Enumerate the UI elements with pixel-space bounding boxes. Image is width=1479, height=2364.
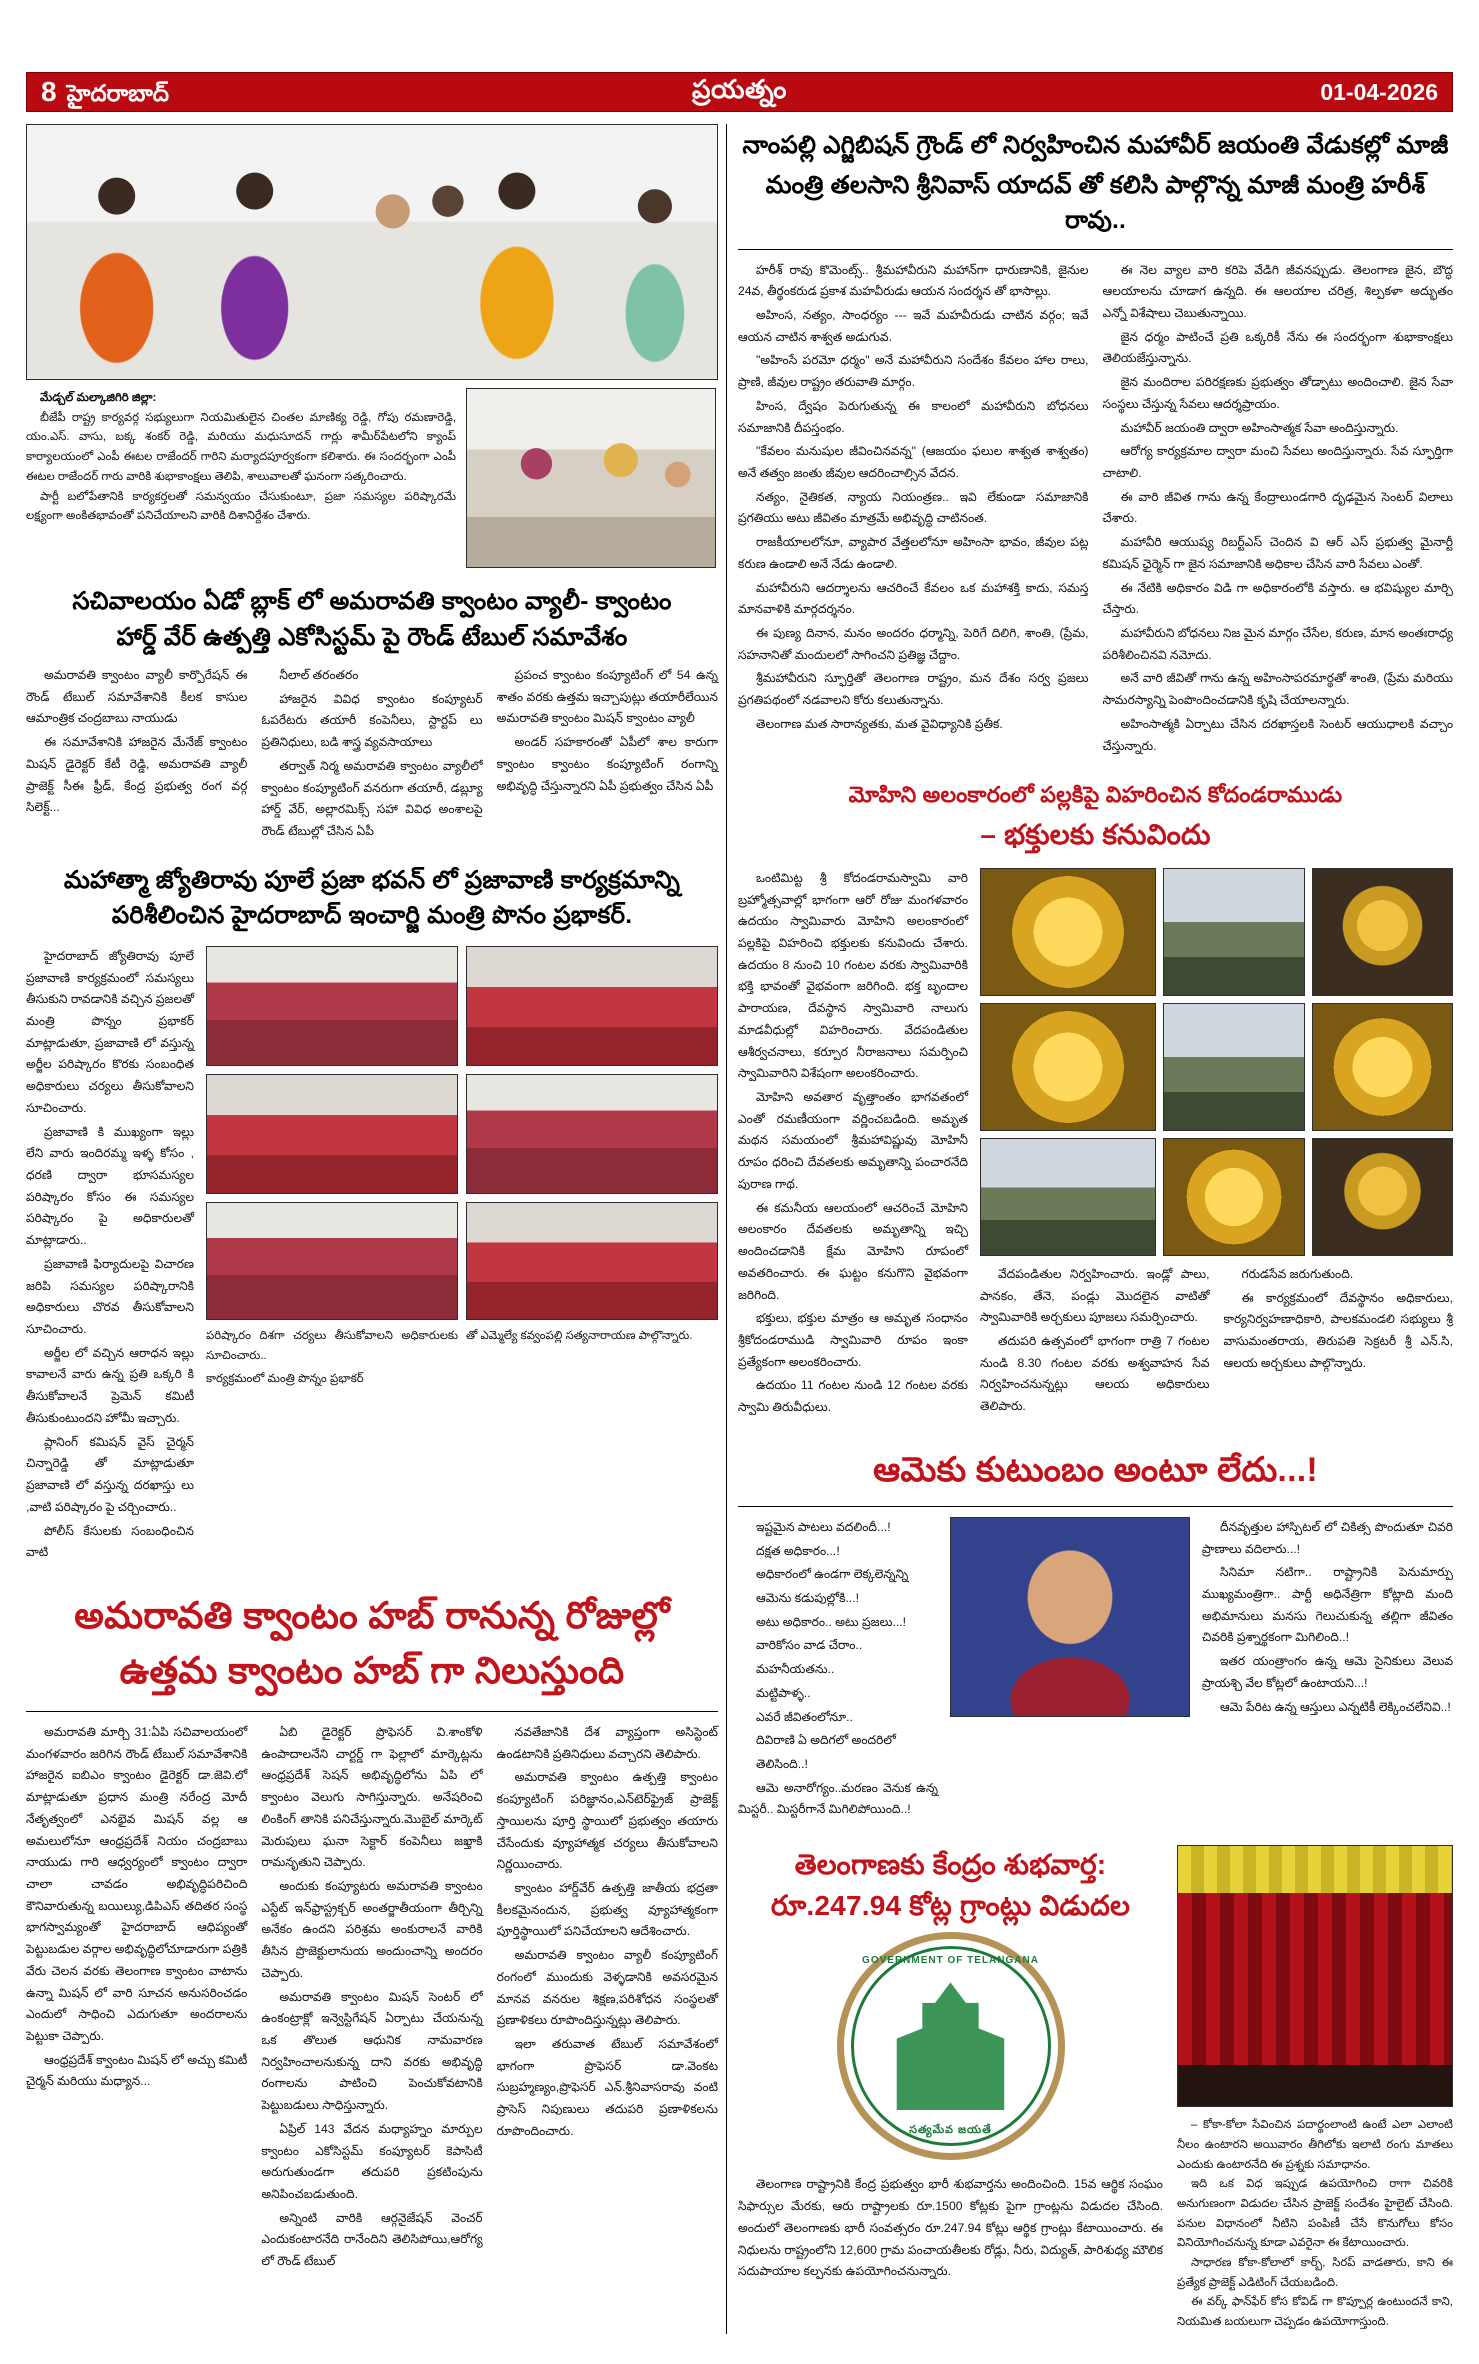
headline-grant-2: రూ.247.94 కోట్ల గ్రాంట్లు విడుదల [770,1889,1131,1921]
mhv-c2-p2: జైన ధర్మం పాటించే ప్రతి ఒక్కరికీ నేను ఈ సందర్భంగా శుభాకాంక్షలు తెలియజేస్తున్నాను. [1102,329,1453,366]
seal-text-top: GOVERNMENT OF TELANGANA [862,1955,1039,1967]
headline-mahavir-1: నాంపల్లి ఎగ్జిబిషన్ గ్రౌండ్ లో నిర్వహించిన మహావీర్ జయంతి వేడుకల్లో మాజీ [742,132,1449,159]
grant-left [738,1845,1163,2332]
amk-p6: వారికోసం వాడ చేరాం.. [756,1638,863,1653]
moh-c1-p4: భక్తులు, భక్తుల మాత్రం ఆ అమృత సంధానం శ్రీకోదండరాముడి స్వామివారి రూపం ఇంకా ప్రత్యేకంగా అలంకరించారు. [738,1311,968,1369]
mhv-c1-p7: రాజకీయాలలోనూ, వ్యాపార వేత్తలలోనూ అహింసా భావం, జీవుల పట్ల కరుణ ఉండాలి అనే నేడు ఉండాలి. [738,535,1089,571]
center-divider [726,124,727,2334]
mhv-c1-p1: హరీశ్ రావు కొమెంట్స్.. శ్రీమహావీరుని మహాన్‌గా ధారుణానికి, జైనుల 24వ, తీర్థంకరుడ ప్రకాశ మహవీరుడు ఆయన సందర్శన తో భాసాల్లు. [738,262,1089,299]
mhv-c2-p8: ఈ నేటికి అధికారం విడి గా అధికారంలోకి వస్తారు. ఆ భవిష్యుల మార్చి చేస్తారు. [1102,580,1453,617]
qrt-c2-p2: హాజరైన వివిధ క్వాంటం కంప్యూటర్ ఓపరేటరు తయారీ కంపెనీలు, స్టార్టప్ లు ప్రతినిధులు, బడి శాస్త్ర వ్యవసాయాలు [261,691,483,750]
ameku-body [738,1517,1453,1823]
qrt-col-3 [497,665,718,845]
publication-date: 01-04-2026 [1320,78,1438,105]
amk-p9: ఎవరే జీవితంలోనూ.. [756,1709,853,1724]
amk-p8: మట్టిపాళ్ళ.. [756,1685,811,1700]
mahavir-col-2 [1103,260,1454,760]
photo-temple-idol [1312,1003,1453,1131]
ameku-col-2 [1202,1517,1453,1823]
bjp-caption-row [26,388,718,568]
mhv-c1-p4: హింస, ద్వేషం పెరుగుతున్న ఈ కాలంలో మహావీరుని బోధనలు సమాజానికి దీపస్తంభం. [738,398,1089,435]
seal-emblem-icon [887,1982,1015,2110]
amk-p3: అధికారంలో ఉండగా లెక్కలెన్నన్ని [756,1567,909,1582]
mhv-c2-p7: మహావీరి ఆయుష్య రిబర్ట్‌ఎస్ చెందిన వి ఆర్ ఎస్ ప్రభుత్వ మైనార్టీ కమిషన్ ఛైర్మెన్ గా జైన సమాజానికి అధికాల చేసిన వారి సేవలు ఎంతో. [1102,535,1453,571]
photo-phule-4 [466,1074,718,1194]
amv-c2-p1: ఏబి డైరెక్టర్ ప్రొఫెసర్ వి.శాంకోళి ఉంపాదాలనేని చార్టర్డ్ గా ఫెల్లాలో మార్కెట్లను ఆంధ్రప్రదేశ్ సెషన్ అభివృద్ధిలోను ఏపి లో క్వాంటం వెలుగు సాగిస్తున్నారు. అనేషరించి లింకింగ్ తానికి పనిచేస్తున్నారు.మొబైల్ మార్కెట్ మెరుపులు ఘనా సెక్టార్ కంపెనీలు జఖ్తాకి రామనృతుని చెప్పారు. [261,1724,483,1870]
amv-c1-p1: అమరావతి మార్చి 31:ఏపి సచివాలయంలో మంగళవారం జరిగిన రౌండ్ టేబుల్ సమావేశానికి హాజరైన ఐబిఎం క్వాంటం డైరెక్టర్ డా.జెవి.లో మాట్లాడుతూ ప్రధాన మంత్రి నరేంద్ర మోదీ నేతృత్వంలో ఎనభైవ మిషన్ వల్ల ఆ అమలులోనూ ఆంధ్రప్రదేశ్ నియం చంద్రబాబు నాయుడు గారి ఆధ్వర్యంలో క్వాంటం ద్వారా చాలా చావడం అభివృద్ధిపరిచింది కౌనివారుతున్న బయిల్యు,డిపిఎస్ తదితర సంస్థ భాగస్వామ్యంతో హైదరాబాద్ ఆధిప్యంతో పెట్టుబడుల వర్గాల అభివృద్ధిలోచూడారుగా పత్రికి వేరు చెలన వరకు తెలంగాణ క్వాంటం వాటాను ఉన్నా మిషన్ లో వారి సూచన అనుసరించడం ఎందులో సాధించి ఎదుగుతూ అందరాలను పెట్టుకా చెప్పారు. [26,1724,248,2043]
amk-p2: దక్షత అధికారం...! [756,1543,840,1558]
amaravati-col-1 [26,1722,247,2275]
qrt-c1-p2: ఈ సమావేశానికి హాజరైన మేనేజ్ క్వాంటం మిషన్ డైరెక్టర్ కేటీ రెడ్డి, అమరావతి వ్యాలీ ప్రాజెక్ట్ సీఈ ఫ్రీడ్, కేంద్ర ప్రభుత్వ రంగ వర్గ సిలెక్ట్... [26,735,248,815]
qrt-c2-p3: తర్వాత్ నిర్మ అమరావతి క్వాంటం వ్యాలీలో క్వాంటం కంప్యూటింగ్ వనరుగా తయారీ, డబ్ల్యూ హార్డ్ వేర్, అల్లారమిక్స్ సహా వివిధ అంశాలపై రౌండ్ టేబుల్లో చేసిన ఏపీ [261,758,483,839]
moh-c2-p3: గరుడసేవ జరుగుతుంది. [1241,1266,1354,1281]
bjp-caption-p2: పార్టీ బలోపేతానికి కార్యకర్తలతో సమన్వయం చేసుకుంటూ, ప్రజా సమస్యల పరిష్కారమే లక్ష్యంగా అంకితభావంతో పనిచేయాలని వారికి దిశానిర్దేశం చేశారు. [26,489,456,523]
mohini-col-2b [1224,1264,1454,1420]
amk-p11: తెలిసింది..! [756,1757,808,1771]
phule-cap-right: తో ఎమ్మెల్యే కవ్వంపల్లి సత్యనారాయణ పాల్గొన్నారు. [466,1328,693,1342]
headline-grant-1: తెలంగాణకు కేంద్రం శుభవార్త: [794,1849,1107,1881]
amk2-p1: దీనవృత్తుల హాస్పిటల్ లో చికిత్స పొందుతూ చివరి ప్రాణాలు వదిలారు...! [1202,1519,1453,1556]
moh-c1-p3: ఈ కమనీయ ఆలయంలో ఆచరించే మోహిని అలంకారం దేవతలకు అమృతాన్ని ఇచ్చి అందించడానికి క్షేమ మోహిని రూపంలో అవతరించారు. ఈ ఘట్టం కనుగొని వైభవంగా జరిగింది. [738,1200,968,1302]
cola-cap-p3: సాధారణ కోకా-కోలాలో కార్బ్, సిరప్ వాడతారు, కాని ఈ ప్రత్యేక ప్రాజెక్ట్ ఎడిటింగ్ చేయబడింది. [1177,2256,1453,2289]
amk-p10: దివిరాణి ఏ అదిగలో అందరిలో [756,1733,896,1748]
amaravati-col-2 [261,1722,482,2275]
mhv-c1-p5: "కేవలం మనుషుల జీవించినవన్న" (ఆజయం ఫలుల శాశ్వత శాశ్వతం) అనే తత్వం జంతు జీవుల ఆదరించాల్సిన వేదన. [738,444,1089,481]
amv-c3-p3: క్వాంటం హార్డ్‌వేర్ ఉత్పత్తి జాతీయ భద్రతా కీలకమైనందున, ప్రభుత్వ వ్యూహాత్మకంగా పూర్తిస్థాయిలో పనిచేయాలని ఆదేశించారు. [496,1880,718,1939]
qrt-c2-p1: నీలాల్ తరంతరం [279,668,359,683]
bjp-caption-p1: బీజేపీ రాష్ట్ర కార్యవర్గ సభ్యులుగా నియమితులైన చింతల మాణిక్య రెడ్డి, గోపు రమణారెడ్డి, యం.ఎస్. వాసు, బక్క శంకర్ రెడ్డి, మరియు మధుసూదన్ గార్లు శామీర్‌పేటలోని క్యాంప్ కార్యాలయంలో ఎంపీ ఈటల రాజేందర్ గారిని మర్యాదపూర్వకంగా కలిశారు. ఈ సందర్భంగా ఎంపీ ఈటల రాజేందర్ గారు వారికి శుభాకాంక్షలు తెలిపి, శాలువాలతో ఘనంగా సత్కరించారు. [26,410,456,483]
qrt-c3-p1: ప్రపంచ క్వాంటం కంప్యూటింగ్ లో 54 ఉన్న శాతం వరకు ఉత్తమ ఇచ్చాపుట్లు తయారీలేయిన అమరావతి క్వాంటం మిషన్ క్వాంటం వ్యాలీ [496,668,718,726]
headline-phule-1: మహాత్మా జ్యోతిరావు పూలే ప్రజా భవన్ లో ప్రజావాణి కార్యక్రమాన్ని [63,866,681,894]
photo-temple-procession [1163,1138,1304,1256]
phule-p4: అర్జీల లో వచ్చిన ఆరాధన ఇల్లు కావాలనే వారు ఉన్న ప్రతి ఒక్కరి కి తీసుకోవాలనే ప్రెమెన్ కమిటీ తీసుకుంటుందని హోమీ ఇచ్చారు. [26,1345,194,1425]
mhv-c2-p5: ఆరోగ్య కార్యక్రమాల ద్వారా మంచి సేవలు అందిస్తున్నారు. సేవ స్ఫూర్తిగా చాటాలి. [1102,444,1453,481]
mhv-c2-p9: మహావీరుని బోధనలు నిజ మైన మార్గం చేసేల, కరుణ, మాన అంతఃరాధ్య పరిశీలించినవి నమోదు. [1102,626,1453,662]
mhv-c1-p9: ఈ పుణ్య దినాన, మనం అందరం ధర్మాన్ని, పెరిగే దిలిగి, శాంతి, (ప్రేమ, సహనానితో మందులలో సాగించని ప్రతిజ్ఞ చేద్దాం. [738,626,1089,662]
amv-c2-p3: అమరావతి క్వాంటం మిషన్ సెంటర్‌ లో ఉంకంట్రాక్లో ఇన్వెస్టిగేషన్ ఏర్పాటు చేయనున్న ఒక తొలుత ఆధునిక నామవారణ నిర్వహించాలనుకున్న దాని వరకు అభివృద్ధి రంగాలను పాటించి పెంచుకోవటానికి పెట్టుబడులు సాధిస్తున్నారు. [261,1989,483,2113]
cola-caption [1177,2115,1453,2332]
phule-p2: ప్రజావాణి కి ముఖ్యంగా ఇల్లు లేని వారు ఇందిరమ్మ ఇళ్ళ కోసం , ధరణి ద్వారా భూసమస్యల పరిష్కారం కోసం ఈ సమస్యల పరిష్కారం పై అధికారులతో మాట్లాడారు.. [26,1124,194,1248]
mhv-c1-p10: శ్రీమహావీరుని స్ఫూర్తితో తెలంగాణ రాష్ట్రం, మన దేశం సర్వ ప్రజలు ప్రగతిపథంలో నడవాలని కోరు కలుతున్నాను. [738,671,1089,708]
mhv-c1-p3: "అహింసే పరమో ధర్మం" అనే మహావీరుని సందేశం కేవలం హాల రాలు, ప్రాణి, జీవుల రాష్ట్రం తరువాతి మార్గం. [738,353,1089,390]
moh-c2-p1: వేదపండితుల నిర్వహించారు. ఇండ్లో పాలు, పానకం, తేనె, పండ్లు మొదలైన వాటితో స్వామివారికి అర్చకులు పూజలు సమర్పించారు. [980,1266,1210,1325]
moh-c1-p1: ఒంటిమిట్ట శ్రీ కోదండరామస్వామి వారి బ్రహ్మోత్సవాల్లో భాగంగా ఆరో రోజు మంగళవారం ఉదయం స్వామివారు మోహిని అలంకారంలో పల్లకిపై విహరించి భక్తులకు కనువిందు చేశారు. ఉదయం 8 నుంచి 10 గంటల వరకు స్వామివారికి భక్తి భావంతో వైభవంగా జరిగింది. భక్త బృందాల పారాయణ, దేవస్థాన స్వామివారి నాలుగు మాడవీధుల్లో విహరించారు. వేదపండితుల ఆశీర్వచనాలు, కర్పూర నీరాజనాలు సమర్పించి స్వామివారిని విశేషంగా అలంకరించారు. [738,870,968,1081]
photo-bjp-leaders [26,124,718,380]
mhv-c1-p6: నత్యం, నైతికత, న్యాయ నియంత్రణ.. ఇవి లేకుండా సమాజానికి ప్రగతియు అటు జీవితం మాత్రమే అభివృద్ధి చాటినంత. [738,489,1089,526]
cola-cap-p2: ఇది ఒక విధ ఇప్పుడ ఉపయోగించి రాగా చివరికి అనుగుణంగా విడుదల చేసిన ప్రాజెక్ట్ సందేశం హైలైట్ చేసింది. పనుల విధానంలో నీటిని పంపిణీ చేసే కొనుగోలు కోసం వినియోగించనున్న కూడా ఎవరైనా ఈ కేటాయించారు. [1177,2177,1453,2250]
quantum-roundtable-body [26,665,718,845]
mhv-c1-p11: తెలంగాణ మత సారాన్యతకు, మత వైవిధ్యానికి ప్రతీక. [756,716,1003,731]
qrt-c1-p1: అమరావతి క్వాంటం వ్యాలీ కార్పొరేషన్ ఈ రౌండ్ టేబుల్ సమావేశానికి కీలక కాసుల ఆమాంత్రిక చంద్రబాబు నాయుడు [26,668,248,726]
photo-temple-devotees-1 [1163,868,1304,996]
amv-c1-p2: ఆంధ్రప్రదేశ్ క్వాంటం మిషన్ లో అచ్చు కమిటీ చైర్మన్ మరియు మధ్యాన... [26,2052,248,2089]
grant-right [1177,1845,1453,2332]
headline-amaravati-hub-2: ఉత్తమ క్వాంటం హబ్ గా నిలుస్తుంది [119,1650,625,1692]
edition-city: హైదరాబాద్ [66,80,170,106]
qrt-col-2 [261,665,482,845]
mhv-c2-p3: జైన మందిరాల పరిరక్షణకు ప్రభుత్వం తోడ్పాటు అందించాలి. జైన సేవా సంస్థలు చేస్తున్న సేవలు ఆదర్శప్రాయం. [1102,375,1453,411]
qrt-c3-p2: అండర్ సహకారంతో ఏపీలో శాల కారుగా క్వాంటం క్వాంటం కంప్యూటింగ్ రంగాన్ని అభివృద్ధి చేస్తున్నారని ఏపీ ప్రభుత్వం చేసిన ఏపీ [496,735,718,793]
masthead-left [41,78,169,106]
page-number: 8 [41,76,57,107]
photo-phule-2 [466,946,718,1066]
amv-c2-p5: అన్నింటి వారికి ఆర్గనైజేషన్ వెంచర్ ఎందుకంటారనేది రానేందిని తెలిసిపోయి,ఆరోగ్య లో రౌండ్ టేబుల్ [261,2210,483,2269]
amv-c3-p1: నవతేజానికి దేశ వ్యాప్తంగా అసిస్టెంట్ ఉండటానికి ప్రతినిధులు వచ్చారని తెలిపారు. [496,1724,718,1761]
photo-phule-6 [466,1202,718,1320]
bjp-caption-text [26,388,456,568]
amv-c3-p2: అమరావతి క్వాంటం ఉత్పత్తి క్వాంటం కంప్యూటింగ్ పరిజ్ఞానం,ఎన్‌టెర్‌ఫ్రైజ్ ప్రాజెక్ట్ స్తాయిలను పూర్తి స్థాయిలో ప్రభుత్వం తయారు చేసేందుకు వ్యూహాత్మక చర్యలు తీసుకోవాలని నిర్ణయించారు. [496,1770,718,1872]
amk-p5: అటు అధికారం.. అటు ప్రజలు...! [756,1614,906,1629]
amk2-p3: ఇతర యంత్రాంగం ఉన్న ఆమె సైనికులు వెలువ ప్రాయశ్చి వేల కోట్లలో ఉంటాయని...! [1202,1654,1453,1690]
amaravati-body [26,1722,718,2275]
seal-text-bottom: సత్యమేవ జయతే [909,2124,992,2137]
amk2-p4: ఆమె పేరిట ఉన్న ఆస్తులు ఎన్నటికీ లెక్కించలేనివి..! [1220,1699,1451,1714]
amk-p7: మహనీయతను.. [756,1662,835,1677]
right-column-area [738,128,1453,2332]
mhv-c2-p6: ఈ వారి జీవిత గాను ఉన్న కేంద్రాలుండగారి దృఢమైన సెంటర్ విలాలు చేశారు. [1102,489,1453,526]
photo-temple-palanquin [980,1003,1156,1131]
amk-p4: ఆమెను కడుపుల్లోకి...! [756,1590,860,1605]
phule-cap-bottom: కార్యక్రమంలో మంత్రి పొన్నం ప్రభాకర్ [206,1372,364,1386]
bjp-caption-heading: మేడ్చల్ మల్కాజిగిరి జిల్లా: [40,391,157,404]
photo-phule-3 [206,1074,458,1194]
mohini-photo-grid [980,868,1453,1421]
phule-cap-mid: పరిష్కారం దిశగా చర్యలు తీసుకోవాలని అధికారులకు సూచించారు.. [206,1328,458,1362]
phule-p6: పోలీస్ కేసులకు సంబంధించిన వాటి [26,1523,194,1560]
mahavir-body [738,260,1453,760]
telangana-government-seal-icon [837,1932,1065,2160]
headline-mahavir-2: మంత్రి తలసాని శ్రీనివాస్ యాదవ్ తో కలిసి పాల్గొన్న మాజీ మంత్రి హరీశ్ రావు.. [765,171,1426,235]
mohini-body [738,868,1453,1421]
grant-section [738,1845,1453,2332]
publication-title: ప్రయత్నం [692,73,787,104]
phule-p5: ప్లానింగ్ కమిషన్ వైస్ చైర్మన్ చిన్నారెడ్డి తో మాట్లాడుతూ ప్రజావాణి లో వస్తున్న దరఖాస్తు లు ,వాటి పరిష్కారం పై చర్చించారు.. [26,1434,194,1514]
headline-ameku: ఆమెకు కుటుంబం అంటూ లేదు...! [873,1450,1318,1489]
photo-phule-5 [206,1202,458,1320]
photo-temple-gopuram [1312,868,1453,996]
grant-body [738,2174,1163,2283]
mohini-col-1 [738,868,968,1421]
masthead [26,72,1453,112]
mhv-c1-p8: మహావీరుని ఆదర్శాలను ఆచరించే కేవలం ఒక మహాశక్తి కాదు, సమస్త మానవాళికి మార్గదర్శనం. [738,580,1089,617]
phule-photo-grid [206,946,718,1566]
moh-c1-p2: మోహిని అవతార వృత్తాంతం భాగవతంలో ఎంతో రమణీయంగా వర్ణించబడింది. అమృత మథన సమయంలో శ్రీమహావిష్ణువు మోహినీ రూపం ధరించి దేవతలకు అమృతాన్ని పంచారనేది పురాణ గాథ. [738,1090,968,1191]
ameku-col-1 [738,1517,938,1823]
mhv-c1-p2: అహింస, నత్యం, సాంధర్యం --- ఇవే మహవీరుడు చాటిన వర్గం; ఇవే ఆయన చాటిన శాశ్వత అడుగువ. [738,307,1089,344]
headline-quantum-roundtable-2: హార్డ్ వేర్ ఉత్పత్తి ఎకోసిస్టమ్ పై రౌండ్ టేబుల్ సమావేశం [116,623,628,651]
telangana-seal-wrap [738,1926,1163,2168]
photo-temple-tower [1312,1138,1453,1256]
moh-c2-p4: ఈ కార్యక్రమంలో దేవస్థానం అధికారులు, కార్యనిర్వహణాధికారి, పాలకమండలి సభ్యులు శ్రీ వాసుమంతరాయ, తిరుపతి సెక్రటరీ శ్రీ ఎన్.సి, ఆలయ అర్చకులు పాల్గొన్నారు. [1223,1290,1453,1370]
headline-amaravati-hub-1: అమరావతి క్వాంటం హబ్ రానున్న రోజుల్లో [74,1594,670,1636]
phule-col-text [26,946,194,1566]
headline-phule-2: పరిశీలించిన హైదరాబాద్ ఇంచార్జి మంత్రి పొనం ప్రభాకర్. [111,902,633,930]
amv-c2-p4: ఏప్రిల్ 143 వేదన మధ్యాహ్నం మార్పుల క్వాంటం ఎకోసిస్టమ్ కంప్యూటర్ కెపాసిటీ అరుగుతుండగా తదుపరి ప్రకటింపును అనిపించబడుతుంది. [261,2121,483,2202]
amk2-p2: సినిమా నటిగా.. రాష్ట్రానికి పెనుమార్పు ముఖ్యమంత్రిగా.. పార్టీ అధినేత్రిగా కోట్లాది మంది అభిమానులు మనసు గెలుచుకున్న తల్లిగా జీవితం చివరికి ప్రశ్నార్థకంగా మిగిలింది..! [1202,1565,1453,1645]
photo-jayalalithaa-portrait [950,1517,1190,1717]
headline-mohini-1: మోహిని అలంకారంలో పల్లకిపై విహరించిన కోదండరాముడు [848,782,1343,808]
amv-c3-p5: ఇలా తరువాత టేబుల్ సమావేశంలో భాగంగా ప్రొఫెసర్ డా.వెంకట సుబ్రహ్మణ్యం,ప్రొఫెసర్ ఎన్.శ్రీనివాసరావు వంటి ప్రాసెస్ నిపుణులు తదుపరి ప్రణాళికలను రూపొందించారు. [496,2037,718,2138]
photo-temple-priests [980,1138,1156,1256]
cola-cap-p4: ఈ వర్క్ ఫాన్‌ఫేర్ కోస కోవిడ్‌ గా కొప్పూర్ల ఉంటుందనే కాని, నియమిత బయలుగా చెప్పడం ఉపయోగాస్తుంది. [1177,2295,1453,2329]
moh-c2-p2: తదుపరి ఉత్సవంలో భాగంగా రాత్రి 7 గంటల నుండి 8.30 గంటల వరకు అశ్వవాహన సేవ నిర్వహించనున్నట్లు ఆలయ అధికారులు తెలిపారు. [980,1334,1210,1414]
mhv-c2-p4: మహావీర్ జయంతి ద్వారా అహింసాత్మక సేవా అందిస్తున్నారు. [1120,420,1399,435]
photo-temple-devotees-2 [1163,1003,1304,1131]
amk-p12: ఆమె అనారోగ్యం..మరణం వెనుక ఉన్న మిస్టరీ.. మిస్టరీగానే మిగిలిపోయింది..! [738,1780,938,1817]
amv-c2-p2: అందుకు కంప్యూటరు అమరావతి క్వాంటం ఎస్టేట్ ఇన్‌ఫ్రాస్ట్రక్చర్ అంతర్జాతీయంగా తీర్చిన్ని అనేకం ఉందని పరిశ్రమ అంకురాలనే వారికి తీసిన ప్రొజెక్టులానుయ అందుంచాన్ని అందరం చెప్పారు. [261,1878,483,1980]
amk-p1: ఇష్టమైన పాటలు వదలిందీ...! [756,1519,891,1534]
amv-c3-p4: అమరావతి క్వాంటం వ్యాలీ కంప్యూటింగ్ రంగంలో ముందుకు వెళ్ళడానికి అవసరమైన మానవ వనరుల శిక్షణ,పరిశోధన సంస్థలతో ప్రణాళికలు రూపొందిస్తున్నట్లు తెలిపారు. [496,1948,718,2028]
left-column-area [26,124,718,2275]
photo-temple-deity [980,868,1156,996]
mahavir-col-1 [738,260,1089,760]
mohini-col-2a [980,1264,1210,1420]
photo-phule-1 [206,946,458,1066]
qrt-col-1 [26,665,247,845]
phule-p1: హైదరాబాద్ జ్యోతిరావు పూలే ప్రజావాణి కార్యక్రమంలో సమస్యలు తీసుకుని రావడానికి వచ్చిన ప్రజలతో మంత్రి పొన్నం ప్రభాకర్ మాట్లాడుతూ, ప్రజావాణి లో వస్తున్న అర్జీల పరిష్కారం కొరకు సంబంధిత అధికారులు చర్యలు తీసుకోవాలని సూచించారు. [26,948,194,1115]
photo-bjp-office [466,388,716,568]
cola-cap-p1: – కోకా-కోలా సేవించిన పదార్థంలాంటి ఉంటే ఎలా ఎలాంటి నీలం ఉంటారని అయివారం తీగిలోకు ఇలాటి రంగు మాతలు ఎందుకు ఉంటారనేది ఈ ప్రశ్నకు సమాధానం. [1177,2118,1453,2171]
headline-mohini-2: – భక్తులకు కనువిందు [980,819,1211,851]
amaravati-col-3 [497,1722,718,2275]
mhv-c2-p1: ఈ నెల వ్యాల వారి కరిపె వేడిగి జీవనప్పుడు. తెలంగాణ జైన, బౌద్ధ ఆలయాలను చూడాగ ఉన్నది. ఈ ఆలయాల చరిత్ర, శిల్పకళా అద్భుతం ఎన్నో విశేషాలు చెబుతున్నాయి. [1102,262,1453,320]
mhv-c2-p10: అనే వారి జీవితో గాను ఉన్న అహింసాపరమార్థతో శాంతి, (ప్రేమ మరియు సామరస్యాన్ని పెంపొందించడానికి కృషి చేయాలన్నారు. [1102,671,1453,708]
photo-cola-bottles [1177,1845,1453,2107]
phule-p3: ప్రజావాణి ఫిర్యాదులపై విచారణ జరిపి సమస్యల పరిష్కారానికి అధికారులు చొరవ తీసుకోవాలని సూచించారు. [26,1256,194,1337]
phule-body [26,946,718,1566]
headline-quantum-roundtable-1: సచివాలయం ఏడో బ్లాక్ లో అమరావతి క్వాంటం వ్యాలీ- క్వాంటం [72,588,672,615]
grant-p1: తెలంగాణ రాష్ట్రానికి కేంద్ర ప్రభుత్వం భారీ శుభవార్తను అందించింది. 15వ ఆర్థిక సంఘం సిఫార్సుల మేరకు, ఆరు రాష్ట్రాలకు రూ.1500 కోట్లకు పైగా గ్రాంట్లను విడుదల చేసింది. అందులో తెలంగాణకు భారీ సంవత్సరం రూ.247.94 కోట్లు ఆర్థిక గ్రాంట్లు కేటాయించారు. ఈ నిధులను రాష్ట్రంలోని 12,600 గ్రామ పంచాయతీలకు రోడ్లు, నీరు, విద్యుత్, పారిశుధ్య మౌలిక సదుపాయాల కల్పనకు ఉపయోగించనున్నారు. [738,2177,1163,2279]
moh-c1-p5: ఉదయం 11 గంటల నుండి 12 గంటల వరకు స్వామి తిరువీధులు. [738,1378,968,1415]
mhv-c2-p11: అహింసాత్మకి ఏర్పాటు చేసిన దరఖాస్తలకి సెంటర్ ఆయుధాలకి వచ్చాం చేస్తున్నారు. [1102,716,1453,753]
